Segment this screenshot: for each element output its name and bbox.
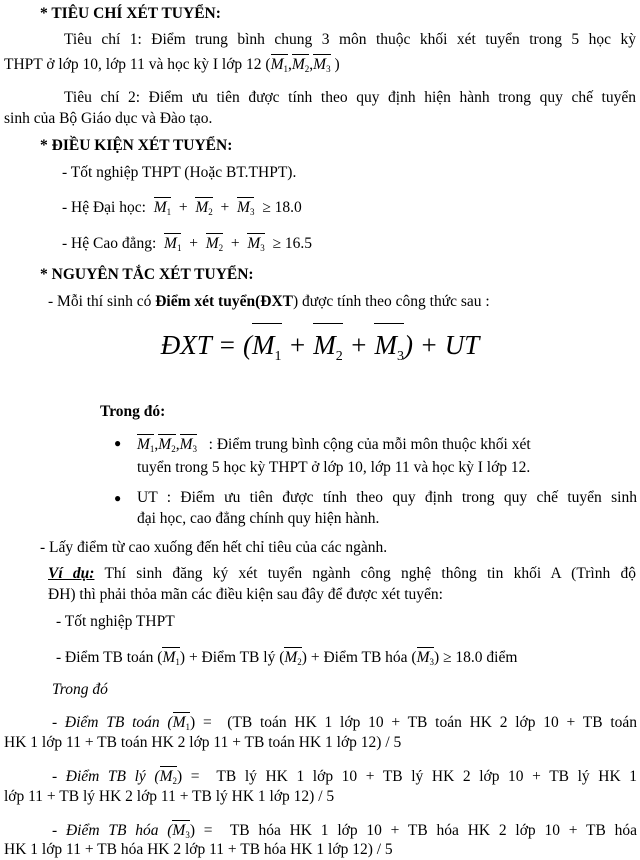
m2-symbol: $M_2$ (284, 646, 301, 672)
toan-line1: - Điểm TB toán $(M_1) = (TB$ toán HK 1 lớp 10 + TB toán HK 2 lớp 10 + TB toán (52, 711, 637, 737)
principle-intro: - Mỗi thí sinh có Điểm xét tuyển(ĐXT) được tính theo công thức sau : (48, 293, 490, 310)
m2-symbol: $M_2$ (195, 196, 212, 222)
bullet-1-line1: $M_1,M_2,M_3$ : Điểm trung bình cộng của mỗi môn thuộc khối xét (137, 433, 637, 459)
m1-symbol: $M_1$ (137, 433, 154, 459)
example-req-graduation: - Tốt nghiệp THPT (56, 613, 175, 630)
example-trong-do: Trong đó (52, 681, 108, 698)
bullet-2-line2: đại học, cao đẳng chính quy hiện hành. (137, 510, 380, 527)
example-label: Ví dụ: (48, 565, 95, 582)
m1-symbol: $M_1$ (162, 646, 179, 672)
criterion-2-line2: sinh của Bộ Giáo dục và Đào tạo. (4, 110, 213, 127)
formula-dxt: ĐXT = $(M_1 + M_2 + M_3)$ + UT (0, 322, 640, 377)
m2-symbol: $M_2$ (292, 53, 309, 79)
m2-symbol: $M_2$ (158, 433, 175, 459)
m1-symbol: $M_1$ (271, 53, 288, 79)
bullet-icon: ● (114, 436, 122, 450)
criterion-1-line2: THPT ở lớp 10, lớp 11 và học kỳ I lớp 12 ($M_1,M_2,M_3$ ) (4, 53, 340, 79)
trong-do-heading: Trong đó: (100, 403, 166, 420)
condition-university: - Hệ Đại học: $M_1 + M_2 + M_3 \ge 18.0$ (62, 196, 302, 222)
heading-criteria: * TIÊU CHÍ XÉT TUYỂN: (40, 5, 221, 22)
bullet-2-line1: UT : Điểm ưu tiên được tính theo quy định trong quy chế tuyển sinh (137, 489, 637, 506)
hoa-line1: - Điểm TB hóa $(M_3)$ = TB hóa HK 1 lớp 10 + TB hóa HK 2 lớp 10 + TB hóa (52, 819, 637, 845)
m3-symbol: $M_3$ (172, 819, 189, 845)
example-line1: Ví dụ: Thí sinh đăng ký xét tuyển ngành công nghệ thông tin khối A (Trình độ (48, 565, 636, 582)
bullet-icon: ● (114, 491, 122, 505)
bullet-1-line2: tuyển trong 5 học kỳ THPT ở lớp 10, lớp 11 và học kỳ I lớp 12. (137, 459, 531, 476)
example-line2: ĐH) thì phải thỏa mãn các điều kiện sau đây để được xét tuyển: (48, 586, 443, 603)
condition-graduation: - Tốt nghiệp THPT (Hoặc BT.THPT). (62, 164, 297, 181)
ly-line2: lớp 11 + TB lý HK 2 lớp 11 + TB lý HK 1 lớp 12) / 5 (4, 788, 335, 805)
toan-line2: HK 1 lớp 11 + TB toán HK 2 lớp 11 + TB toán HK 1 lớp 12) / 5 (4, 734, 402, 751)
condition-college: - Hệ Cao đẳng: $M_1 + M_2 + M_3 \ge 16.5$ (62, 232, 312, 258)
m3-symbol: $M_3$ (180, 433, 197, 459)
heading-principles: * NGUYÊN TẮC XÉT TUYỂN: (40, 266, 254, 283)
m3-symbol: $M_3$ (237, 196, 254, 222)
criterion-1-text: THPT ở lớp 10, lớp 11 và học kỳ I lớp 12 ( (4, 56, 271, 73)
m2-symbol: $M_2$ (206, 232, 223, 258)
heading-conditions: * ĐIỀU KIỆN XÉT TUYỂN: (40, 137, 233, 154)
m1-symbol: $M_1$ (173, 711, 190, 737)
m3-symbol: $M_3$ (247, 232, 264, 258)
ranking-rule: - Lấy điểm từ cao xuống đến hết chỉ tiêu của các ngành. (40, 539, 388, 556)
m1-symbol: $M_1$ (154, 196, 171, 222)
university-threshold: ≥ 18.0 (262, 199, 302, 216)
ly-line1: - Điểm TB lý $(M_2)$ = TB lý HK 1 lớp 10 + TB lý HK 2 lớp 10 + TB lý HK 1 (52, 765, 637, 791)
college-threshold: ≥ 16.5 (272, 235, 313, 252)
example-req-sum: - Điểm TB toán $(M_1)$ + Điểm TB lý $(M_2)$ + Điểm TB hóa $(M_3) \ge 18.0$ điểm (56, 646, 517, 672)
criterion-1-line1: Tiêu chí 1: Điểm trung bình chung 3 môn thuộc khối xét tuyển trong 5 học kỳ (64, 31, 636, 48)
m3-symbol: $M_3$ (313, 53, 330, 79)
m3-symbol: $M_3$ (417, 646, 434, 672)
m1-symbol: $M_1$ (164, 232, 181, 258)
criterion-2-line1: Tiêu chí 2: Điểm ưu tiên được tính theo quy định hiện hành trong quy chế tuyển (64, 89, 636, 106)
m2-symbol: $M_2$ (160, 765, 177, 791)
hoa-line2: HK 1 lớp 11 + TB hóa HK 2 lớp 11 + TB hóa HK 1 lớp 12) / 5 (4, 841, 393, 858)
